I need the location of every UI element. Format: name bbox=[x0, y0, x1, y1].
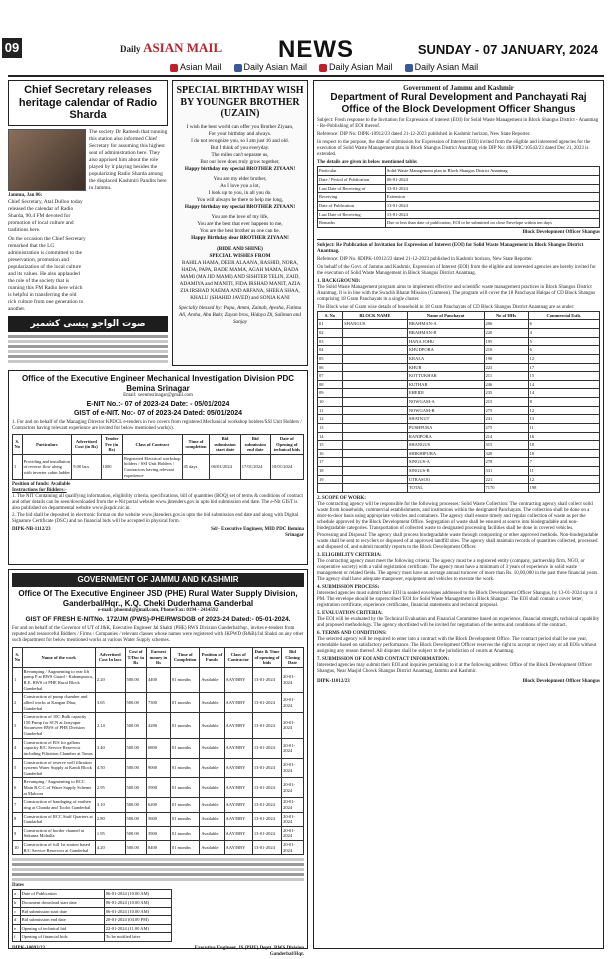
evaluation-heading: 5. EVALUATION CRITERIA: bbox=[317, 610, 383, 616]
submission-text: Interested agencies must submit their EOI in sealed envelopes addressed to the Block Development Officer Shangus, by 13-01-2024 up to 4 PM. The envelope should be superscribed 'EOI for Solid Waste Management in Block Shangus'. The EOI shall contain a cover letter, registration certificate, experience certificates, financial statements and technical proposal. bbox=[317, 590, 597, 608]
notice-intro: In respect to the purpose, the date of submission for Expression of Interest (EOI) invited from the eligible and interested agencies for the execution of Solid Waste Management plan in Block Shangus District Anantnag vide DIP No: 40/EPIC/10543/23 dated Dec 21, 2023 is extended. bbox=[317, 140, 591, 158]
table-row: 19 UTRASOO 221 12 bbox=[318, 475, 600, 484]
table-row: 3 Construction of 10C Bulk capacity 150 Pump for SCN at Jaisyapur Soranweer RWS of PHE Division Ganderbal 2.14 500.00 4280 01 months Available AAY/BBY 13-01-2024 20-01-2024 bbox=[13, 713, 304, 739]
section-title: NEWS bbox=[278, 36, 354, 63]
table-row: 05 KRALA 190 12 bbox=[318, 354, 600, 363]
terms-text: The selected agency will be required to enter into a contract with the Block Development Office. The contract period shall be one year, extendable based on satisfactory performance. The Block Development Officer reserves the right to accept or reject any or all EOIs without assigning any reason thereof. All disputes shall be subject to the jurisdiction of courts at Anantnag. bbox=[317, 636, 597, 654]
notice-intro: 1. For and on behalf of the Managing Director KPDCL e-tenders in two covers from registered Mechanical workshop holders/SSI Unit Holders / Contractors having relevant experience are invited for below mentioned work(s). bbox=[12, 419, 302, 431]
eligibility-text: The contracting agency must meet the following criteria: The agency must be a registered entity (company, partnership firm, NGO, or cooperative society) with a valid registration certificate. The agency must have a minimum of 3 years of experience in solid waste management or related fields. The agency must have an average annual turnover of more than Rs. 10,00,000 in the past three financial years. The agency shall have adequate manpower, equipment and vehicles to execute the work. bbox=[317, 558, 599, 582]
table-row: 06 KHUR 223 17 bbox=[318, 363, 600, 372]
urdu-advert bbox=[8, 316, 168, 366]
table-row: 13 PUSHPURA 275 11 bbox=[318, 423, 600, 432]
notice-gist: GIST OF FRESH E-NITNo. 172/JM (PWS)-PHE/RWSDGB of 2023-24 Dated:- 05-01-2024. bbox=[25, 616, 291, 624]
notice-government: Government of Jammu and Kashmir bbox=[403, 84, 514, 92]
table-row: 10 NOWGAM-A 215 8 bbox=[318, 398, 600, 407]
notice-office: Office of the Executive Engineer Mechanical Investigation Division PDC Bemina Srinagar bbox=[21, 374, 295, 393]
social-link[interactable]: Daily Asian Mail bbox=[234, 62, 308, 72]
table-row: 8 Construction of RCC Staff Quarters at Gandarbal 2.80 500.00 5600 01 months Available AAY/BBY 13-01-2024 20-01-2024 bbox=[13, 812, 304, 826]
table-row: 9 Construction of border channel at Sukuma Mohalla 1.95 500.00 3900 01 months Available AAY/BBY 13-01-2024 20-01-2024 bbox=[13, 826, 304, 840]
header-divider bbox=[8, 75, 604, 77]
schedule-row: d Bid submission end date 20-01-2024 (04.00 PM) bbox=[13, 916, 172, 925]
table-row: 15 SHANGUS 315 18 bbox=[318, 441, 600, 450]
table-row: 1 Providing and installation of reverse flow along with inverter cabin ladder 9.00 lacs 1000 Registered Electrical workshop holders / SSI Unit Holders / Contractors having relevant experience 45 days 06/01/2024 17/01/2024 18/01/2024 bbox=[13, 454, 304, 480]
details-row: Date / Period of Publication 06-01-2024 bbox=[318, 176, 600, 185]
article-headline: Chief Secretary releases heritage calendar of Radio Sharda bbox=[8, 80, 168, 126]
table-row: 18 SINGUS-B 331 11 bbox=[318, 467, 600, 476]
wishes-subheading: SPECIAL WISHES FROM bbox=[209, 252, 271, 259]
birthday-wish-ad bbox=[172, 80, 308, 366]
article-lead: Chief Secretary, Atal Dulloo today released the calendar of Radio Sharda, 90.4 FM devoted for promotion of local culture and traditions here. bbox=[8, 198, 83, 233]
page-number: 09 bbox=[2, 38, 22, 58]
article-dateline: Jammu, Jan 06: bbox=[8, 192, 43, 198]
birthday-title: SPECIAL BIRTHDAY WISH BY YOUNGER BROTHER (UZAIN) bbox=[176, 85, 304, 119]
eligibility-heading: 3. ELIGIBILITY CRITERIA: bbox=[317, 552, 382, 558]
notice-signature: Block Development Officer Shangus bbox=[522, 678, 600, 684]
table-row: 6 Revamping / Augmenting to RCC Main R.C.C of Water Supply Scheme at Maloora 2.95 500.00 5900 01 months Available AAY/BBY 13-01-2024 20-01-2024 bbox=[13, 778, 304, 798]
notice-intro: For and on behalf of the Governor of UT of J&K, Executive Engineer Jal Shakti (PHE) RWS Division Ganderbal/hqr., invites e-tenders from reputed and resourceful Bidders / Firms / Companies / relevant classes whose names were registered with JKPWD (R&B)/Jal Shakti on any other such department for below mentioned works at various Water Supply schemes. bbox=[12, 625, 304, 643]
wishes-heading: (BIDE AND SHINE) bbox=[217, 245, 263, 252]
table-row: 16 SHIKHIPURA 320 10 bbox=[318, 449, 600, 458]
table-row: 12 SHATKUT 241 13 bbox=[318, 415, 600, 424]
contact-heading: 7. SUBMISSION OF EOI AND CONTACT INFORMATION: bbox=[317, 656, 450, 662]
table-row: 09 EHEIDI 235 14 bbox=[318, 389, 600, 398]
notice-subject: Subject: Fresh response to the Invitation for Expression of interest (EOI) for Solid Waste Management in Block Shangus District - Anantnag - Re-Publishing of EOI thereof. bbox=[317, 118, 599, 130]
birthday-poem: I wish the best world can offer you Brother Ziyaan, For your birthday and always. I do not recognize you, so I am just 16 and old. But I think of you everyday. The miles can't separate us, But our love does truly grow together, Happy birthday my special BROTHER ZIYAAN! You are my elder brother, As I love you a lot, I look up to you, in all you do. You will always be there to help me long, Happy birthday my special BROTHER ZIYAAN! You are the love of my life, You are the best that ever happens to me, You are the best brother as one can be. Happy Birthday dear BROTHER ZIYAAN! (BIDE AND SHINE) SPECIAL WISHES FROM RAHILA HAMA, DEER ALAANA, RASHID, NORA, HADA, PAPA, BADE MAMA, AGAH MAMA, BADA MAMI (MA JID MAMI) AND SISHTER TELIN, ZAID, ADAMIYA and MANITI, FIDA IRSHAD MANIT, AZIA ZIA IRSHAD NAEMA AND ARFANA, SHEKA SHAA, KHALU (SHAHID JAVED) and SONIA KANI Specially blessed by: Papa, Ammi, Zainab, Ayesha, Fatima Ali, Aroha, Abu Bakr, Zayan bros, Hidaya Di, Saliman and Sanjay bbox=[178, 123, 302, 325]
wishes-closing: Specially blessed by: Papa, Ammi, Zainab, Ayesha, Fatima Ali, Aroha, Abu Bakr, Zayan bros, Hidaya Di, Saliman and Sanjay bbox=[178, 304, 302, 325]
terms-heading: 6. TERMS AND CONDITIONS: bbox=[317, 630, 387, 636]
urdu-banner: صوت الواجو پیسی کشمیر bbox=[8, 316, 168, 332]
funds-position: Position of funds: Available bbox=[12, 482, 71, 488]
details-row: Last Date of Receiving of 13-01-2024 bbox=[318, 184, 600, 193]
instructions-note: 2. The bid shall be deposited in electronic format on the website www.jktenders.gov.in upto the bid submission end date and along with Digital Signature Certificate (DSC) and no financial bids will be accepted in physical form. bbox=[12, 513, 299, 525]
eme-tender-table: S. No Particulars Advertised Cost (in Rs) Tender Fee (in Rs) Class of Contract Time of completion Bid submission start date Bid submission end date Date of Opening of technical bids 1 Providing and installation of reverse flow along with inverter cabin ladder 9.00 lacs 1000 Registered Electrical workshop holders / SSI Unit Holders / Contractors having relevant experience 45 days 06/01/2024 17/01/2024 18/01/2024 bbox=[12, 434, 304, 480]
facebook-icon bbox=[234, 64, 242, 72]
social-link[interactable]: Daily Asian Mail bbox=[405, 62, 479, 72]
background-heading: 1. BACKGROUND: bbox=[317, 278, 361, 284]
notice-reference-line: Reference: DIP No: DIPK-10912/23 dated 21-12-2023 published in Kashmir horizon, New State Reporter. bbox=[317, 132, 531, 138]
masthead bbox=[0, 0, 610, 74]
table-row: 08 KUTHAR 246 14 bbox=[318, 380, 600, 389]
details-heading: The details are given in below mentioned table: bbox=[317, 160, 418, 166]
schedule-heading: Dates bbox=[12, 883, 24, 889]
evaluation-text: The EOI will be evaluated by the Technical Evaluation and Financial Committee based on experience, financial strength, technical capability and proposed methodology. The agency shortlisted will be invited for negotiation of the terms and conditions of the contract. bbox=[317, 616, 600, 628]
notice-office: Office Of The Executive Engineer JSD (PHE) Rural Water Supply Division, Ganderbal/Hqr., K.Q. Cheki Duderhama Ganderbal bbox=[18, 589, 298, 608]
schedule-row: e Opening of technical bid 22-01-2024 (11.00 AM) bbox=[13, 924, 172, 933]
table-row: 2 Construction of pump chamber and allied works at Kangan Dhar, Ganderbal 3.65 500.00 7300 01 months Available AAY/BBY 13-01-2024 20-01-2024 bbox=[13, 693, 304, 713]
notice-email: Email: xeenmsrinagar@gmail.com bbox=[123, 393, 193, 399]
table-row: 02 BRAHMAN-B 220 4 bbox=[318, 329, 600, 338]
notice-paragraph: On behalf of the Govt. of Jammu and Kashmir, Expression of Interest (EOI) from the eligible and interested agencies are hereby invited for the execution of Solid Waste Management in Block Shangus District Anantnag. bbox=[317, 264, 596, 276]
table-row: 04 KHUDPORA 210 6 bbox=[318, 346, 600, 355]
notice-signature: Sd/- Executive Engineer, MID PDC Bemina Srinagar bbox=[211, 527, 304, 539]
details-row: Particular Solid Waste Management plan in Block Shangus District Anantnag bbox=[318, 167, 600, 176]
notice-office: Department of Rural Development and Panchayati Raj Office of the Block Development Officer Shangus bbox=[330, 92, 587, 115]
table-row: TOTAL 7170 198 bbox=[318, 484, 600, 493]
notice-government: GOVERNMENT OF JAMMU AND KASHMIR bbox=[12, 573, 304, 587]
wishes-names: RAHILA HAMA, DEER ALAANA, RASHID, NORA, HADA, PAPA, BADE MAMA, AGAH MAMA, BADA MAMI (MA JID MAMI) AND SISHTER TELIN, ZAID, ADAMIYA and MANITI, FIDA IRSHAD MANIT, AZIA ZIA IRSHAD NAEMA AND ARFANA, SHEKA SHAA, KHALU (SHAHID JAVED) and SONIA KANI bbox=[179, 259, 301, 301]
issue-date: SUNDAY - 07 JANUARY, 2024 bbox=[417, 42, 598, 57]
scope-text-2: Processing and Disposal: The agency shall process biodegradable waste through composting or other approved methods. Non-biodegradable waste shall be sent to recyclers or disposed of at approved landfill sites. The agency shall maintain records of quantities collected, processed and disposed of, and submit monthly reports to the Block Development Officer. bbox=[317, 532, 599, 550]
newspaper-logo bbox=[120, 40, 222, 56]
table-row: 03 HANA JOHU 195 5 bbox=[318, 337, 600, 346]
rdd-eoi-notice bbox=[313, 80, 604, 949]
rdd-details-table bbox=[317, 166, 600, 227]
table-row: 1 Revamping / Augmenting to rear lift pump P at RWS Guard - Kabampoora, R.E. RWS of PHE Rural Block Ganderbal 2.20 500.00 4400 01 months Available AAY/BBY 13-01-2024 20-01-2024 bbox=[13, 667, 304, 693]
heritage-article bbox=[8, 80, 168, 312]
contact-text: Interested agencies may submit their EOI and inquiries pertaining to it at the following address: Office of the Block Development Officer Shangus, Near Masjid Chowk Shangus District Anantnag, Jammu and Kashmir. bbox=[317, 662, 593, 674]
table-row: 17 SINGUS-A 278 7 bbox=[318, 458, 600, 467]
phe-schedule-table bbox=[12, 889, 172, 942]
notice-subject-2: Subject: Re Publication of Invitation for Expression of Interest (EOI) for Solid Waste Management in Block Shangus District Anantnag. bbox=[317, 242, 584, 254]
twitter-icon bbox=[405, 64, 413, 72]
details-row: Remarks Due to less than date of publication, EOI to be submitted on close Envelope within ten days bbox=[318, 219, 600, 228]
scope-text: The contracting agency will be responsible for the following processes: Solid Waste Collection: The contracting agency shall collect solid waste from households, commercial establishments, and institutions within the designated Panchayats. The collection shall be done on a door-to-door basis using appropriate vehicles and containers. The agency shall ensure timely and regular collection of waste as per the schedule approved by the Block Development Office. Segregation of waste shall be ensured at source into biodegradable and non-biodegradable categories. Transportation of collected waste to designated processing facilities shall be done in covered vehicles. bbox=[317, 501, 593, 531]
table-row: 01 SHANGUS BRAHMAN-A 206 6 bbox=[318, 320, 600, 329]
instructions-text: 1. The NIT Containing all qualifying information, eligibility criteria, specifications, bill of quantities (BOQ) set of terms & conditions of contract and other details can be seen/downloaded from the e-Nit portal website www.jktenders.gov.in upto bid submission end date. The e-Nit GIST is also published on departmental website www.jkspdc.nic.in. bbox=[12, 494, 303, 512]
article-body-cont: The society Dr Ramesh that running this station also informed Chief Secretary for assuming this highest seat of administration here. They also apprised him about the role played by it playing besides the popularizing Radio Sharda among the displaced Kashmiri Pandits here in Jammu. bbox=[89, 128, 168, 192]
table-row: 10 Construction of full 1st station based R/C Service Reservoir at Ganderbal 4.20 500.00 8400 01 months Available AAY/BBY 13-01-2024 20-01-2024 bbox=[13, 841, 304, 855]
phe-works-table: S. No Name of the work Advertised Cost In lacs Cost of T/Doc in Rs Earnest money in Rs Time of Completion Position of Funds Class of Contractor Date & Time of opening of bids Bid Closing Date 1 Revamping / Augmenting to rear lift pump P at RWS Guard - Kabampoora, R.E. RWS of PHE Rural Block Ganderbal 2.20 500.00 4400 01 months Available AAY/BBY 13-01-2024 20-01-2024 2 Construction of pump chamber and allied works at Kangan Dhar, Ganderbal 3.65 500.00 7300 01 months Available AAY/BBY 13-01-2024 20-01-2024 3 Construction of 10C Bulk capacity 150 Pump for SCN at Jaisyapur Soranweer RWS of PHE Division Ganderbal 2.14 500.00 4280 01 months Available AAY/BBY 13-01-2024 20-01-2024 4 Construction of B/S for gallons capacity R/C Service Reservoir including Filtration Chamber at Tunus 3.40 500.00 6800 01 months Available AAY/BBY 13-01-2024 20-01-2024 5 Construction of reserve well filtration systems Water Supply at Kandi Block Ganderbal 4.50 500.00 9000 01 months Available AAY/BBY 13-01-2024 20-01-2024 6 Revamping / Augmenting to RCC Main R.C.C of Water Supply Scheme at Maloora 2.95 500.00 5900 01 months Available AAY/BBY 13-01-2024 20-01-2024 7 Construction of bandaging of earthen ring at Chanda and Tooloi Ganderbal 3.10 500.00 6200 01 months Available AAY/BBY 13-01-2024 20-01-2024 8 Construction of RCC Staff Quarters at Gandarbal 2.80 500.00 5600 01 months Available AAY/BBY 13-01-2024 20-01-2024 9 Construction of border channel at Sukuma Mohalla 1.95 500.00 3900 01 months Available AAY/BBY 13-01-2024 20-01-2024 10 Construction of full 1st station based R/C Service Reservoir at Ganderbal 4.20 500.00 8400 01 months Available AAY/BBY 13-01-2024 20-01-2024 bbox=[12, 647, 304, 855]
schedule-row: b Document download start date 06-01-2024 (10.00 AM) bbox=[13, 898, 172, 907]
notice-email: e-mail: phoemd@gmail.com, Phone/Fax: 0194 - 2414592 bbox=[97, 608, 219, 614]
table-row: 7 Construction of bandaging of earthen ring at Chanda and Tooloi Ganderbal 3.10 500.00 6200 01 months Available AAY/BBY 13-01-2024 20-01-2024 bbox=[13, 798, 304, 812]
scope-heading: 2. SCOPE OF WORK: bbox=[317, 495, 366, 501]
table-heading: The Block wise of Gram wise details of household in 18 Gram Panchayats of CD Block Shangus District Anantnag are as under: bbox=[317, 304, 575, 310]
table-row: 14 RANIPORA 214 16 bbox=[318, 432, 600, 441]
logo-sub: Daily bbox=[120, 44, 141, 54]
notice-reference: DIPK-10093/23 bbox=[12, 946, 46, 952]
details-row: Last Date of Receiving 13-01-2024 bbox=[318, 210, 600, 219]
eme-tender-notice bbox=[8, 370, 308, 565]
notice-reference-2: Reference: DIP No. 8DIPK-10912/23 dated 21-12-2023 published in Kashmir horizon, New State Reporter. bbox=[317, 256, 533, 262]
submission-heading: 4. SUBMISSION PROCESS: bbox=[317, 584, 380, 590]
bdo-signature: Block Development Officer Shangus bbox=[522, 229, 600, 235]
panchayat-table: S. No BLOCK NAME Name of Panchayat No of HHs Commercial Estb. 01 SHANGUS BRAHMAN-A 206 6 02 BRAHMAN-B 220 4 03 HANA JOHU 195 5 04 KHUDPORA 210 6 05 KRALA 190 12 06 KHUR 223 17 07 KOTTUKHAR 211 15 08 KUTHAR 246 14 09 EHEIDI 235 14 10 NOWGAM-A 215 8 11 NOWGAM-B 275 12 12 SHATKUT 241 13 13 PUSHPURA 275 11 14 RANIPORA 214 16 15 SHANGUS 315 18 16 SHIKHIPURA 320 10 17 SINGUS-A 278 7 18 SINGUS-B 331 11 19 UTRASOO 221 12 TOTAL 7170 198 bbox=[317, 311, 600, 493]
details-row: Date of Publication 13-01-2024 bbox=[318, 201, 600, 210]
schedule-row: f Opening of financial bids To be notified later bbox=[13, 933, 172, 942]
table-row: 07 KOTTUKHAR 211 15 bbox=[318, 372, 600, 381]
notice-nit-number: E-NIT No.:- 07 of 2023-24 Date: - 05/01/2024 bbox=[86, 401, 230, 409]
table-row: 4 Construction of B/S for gallons capacity R/C Service Reservoir including Filtration Chamber at Tunus 3.40 500.00 6800 01 months Available AAY/BBY 13-01-2024 20-01-2024 bbox=[13, 738, 304, 758]
schedule-row: a Date of Publication 06-01-2024 (10.00 AM) bbox=[13, 890, 172, 899]
background-text: The Solid Waste Management program aims to implement effective and scientific waste management practices in Block Shangus District Anantnag. It is in line with the Swachh Bharat Mission (Grameen). The program will cover the 18 Panchayat Halqas of CD Block Shangus comprising 18 Gram Panchayats in a single cluster. bbox=[317, 284, 596, 302]
article-body: On the occasion the Chief Secretary remarked that the LG administration is committed to the preservation, promotion and popularization of the local culture and its values. He also applauded the role of the society that is running this FM Radio here which is helpful in transferring the old rich culture from one generation to another. bbox=[8, 236, 86, 313]
notice-gist: GIST of e-NIT. No:- 07 of 2023-24 Dated: 05/01/2024 bbox=[73, 409, 243, 417]
instructions-heading: Instructions for Bidders:- bbox=[12, 488, 67, 494]
notice-reference: DIPK-NB-1112/23 bbox=[12, 527, 51, 533]
phe-tender-notice bbox=[8, 569, 308, 958]
social-links bbox=[170, 62, 510, 72]
notice-reference: DIPK-11012/23 bbox=[317, 678, 350, 684]
youtube-icon bbox=[170, 64, 178, 72]
logo-main: ASIAN MAIL bbox=[143, 40, 223, 55]
details-row: Receiving Extension bbox=[318, 193, 600, 202]
table-row: 11 NOWGAM-B 275 12 bbox=[318, 406, 600, 415]
social-link[interactable]: Daily Asian Mail bbox=[319, 62, 393, 72]
notice-signature: Executive Engineer, JS (PHE) Deptt. RWS Division Ganderbal/Hqr. bbox=[194, 946, 304, 958]
instagram-icon bbox=[319, 64, 327, 72]
article-photo bbox=[8, 129, 86, 191]
schedule-row: c Bid submission start date 06-01-2024 (10.00 AM) bbox=[13, 907, 172, 916]
social-link[interactable]: Asian Mail bbox=[170, 62, 222, 72]
table-row: 5 Construction of reserve well filtration systems Water Supply at Kandi Block Ganderbal 4.50 500.00 9000 01 months Available AAY/BBY 13-01-2024 20-01-2024 bbox=[13, 758, 304, 778]
